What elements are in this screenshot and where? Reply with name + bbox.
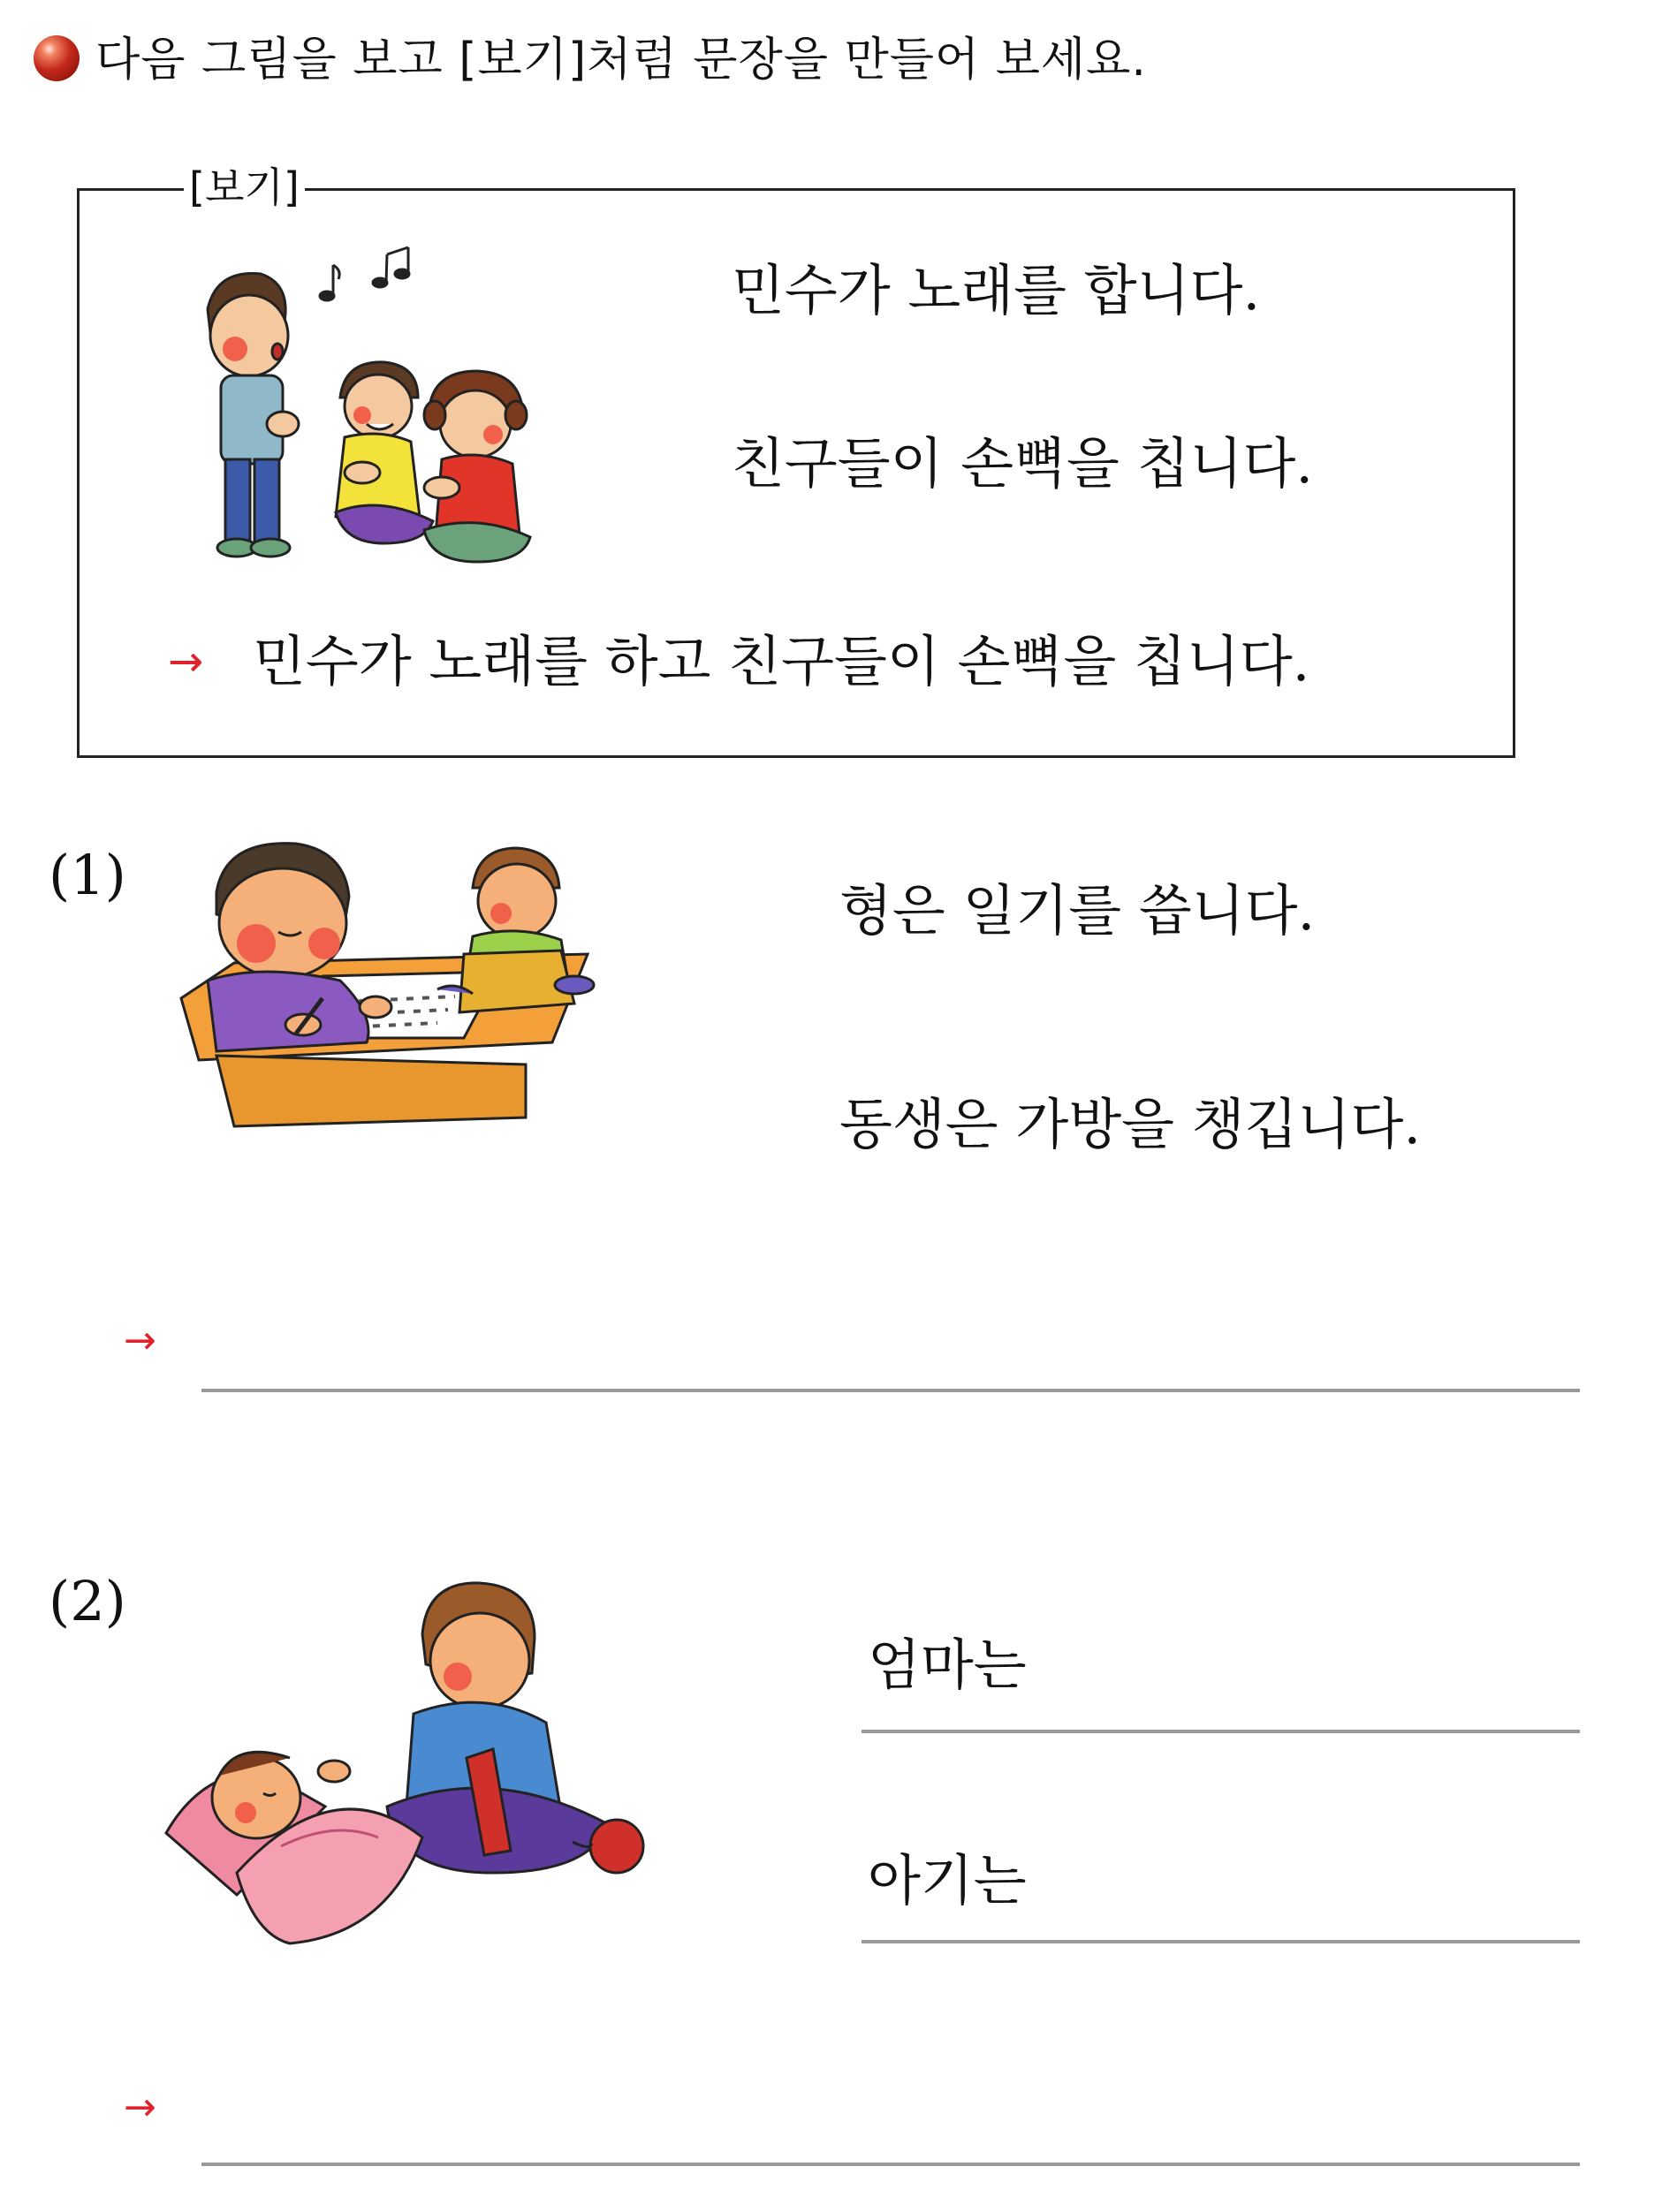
- example-label: [보기]: [184, 163, 305, 212]
- question-2-answer-line-2[interactable]: [862, 1940, 1580, 1943]
- music-note-icon: [320, 247, 409, 300]
- example-illustration: [186, 247, 627, 583]
- younger-brother: [437, 848, 594, 1012]
- example-sentence-1: 민수가 노래를 합니다.: [732, 258, 1261, 322]
- clapping-girl: [424, 371, 530, 562]
- question-1-arrow: →: [124, 1318, 156, 1363]
- question-2-prompt-1: 엄마는: [868, 1632, 1027, 1697]
- older-brother: [208, 844, 391, 1051]
- bullet-icon: [34, 35, 80, 81]
- instruction-text: 다음 그림을 보고 [보기]처럼 문장을 만들어 보세요.: [95, 34, 1147, 87]
- question-2-prompt-2: 아기는: [868, 1848, 1027, 1913]
- question-2-answer-line-1[interactable]: [862, 1730, 1580, 1733]
- singing-boy: [208, 274, 299, 557]
- question-1-answer-line[interactable]: [201, 1389, 1580, 1392]
- question-2-illustration: [157, 1581, 687, 1988]
- question-1-number: (1): [49, 843, 126, 907]
- question-1-sentence-1: 형은 일기를 씁니다.: [839, 878, 1316, 943]
- example-arrow: →: [168, 637, 204, 686]
- question-1-illustration: [172, 839, 623, 1144]
- question-1-sentence-2: 동생은 가방을 챙깁니다.: [839, 1092, 1422, 1156]
- baby: [166, 1752, 422, 1943]
- question-2-answer-line-3[interactable]: [201, 2163, 1580, 2166]
- example-sentence-2: 친구들이 손뼉을 칩니다.: [732, 431, 1314, 496]
- clapping-boy: [336, 362, 433, 543]
- example-combined-sentence: 민수가 노래를 하고 친구들이 손뼉을 칩니다.: [253, 629, 1310, 693]
- mother: [387, 1583, 643, 1873]
- question-2-number: (2): [49, 1569, 126, 1633]
- question-2-arrow: →: [124, 2085, 156, 2130]
